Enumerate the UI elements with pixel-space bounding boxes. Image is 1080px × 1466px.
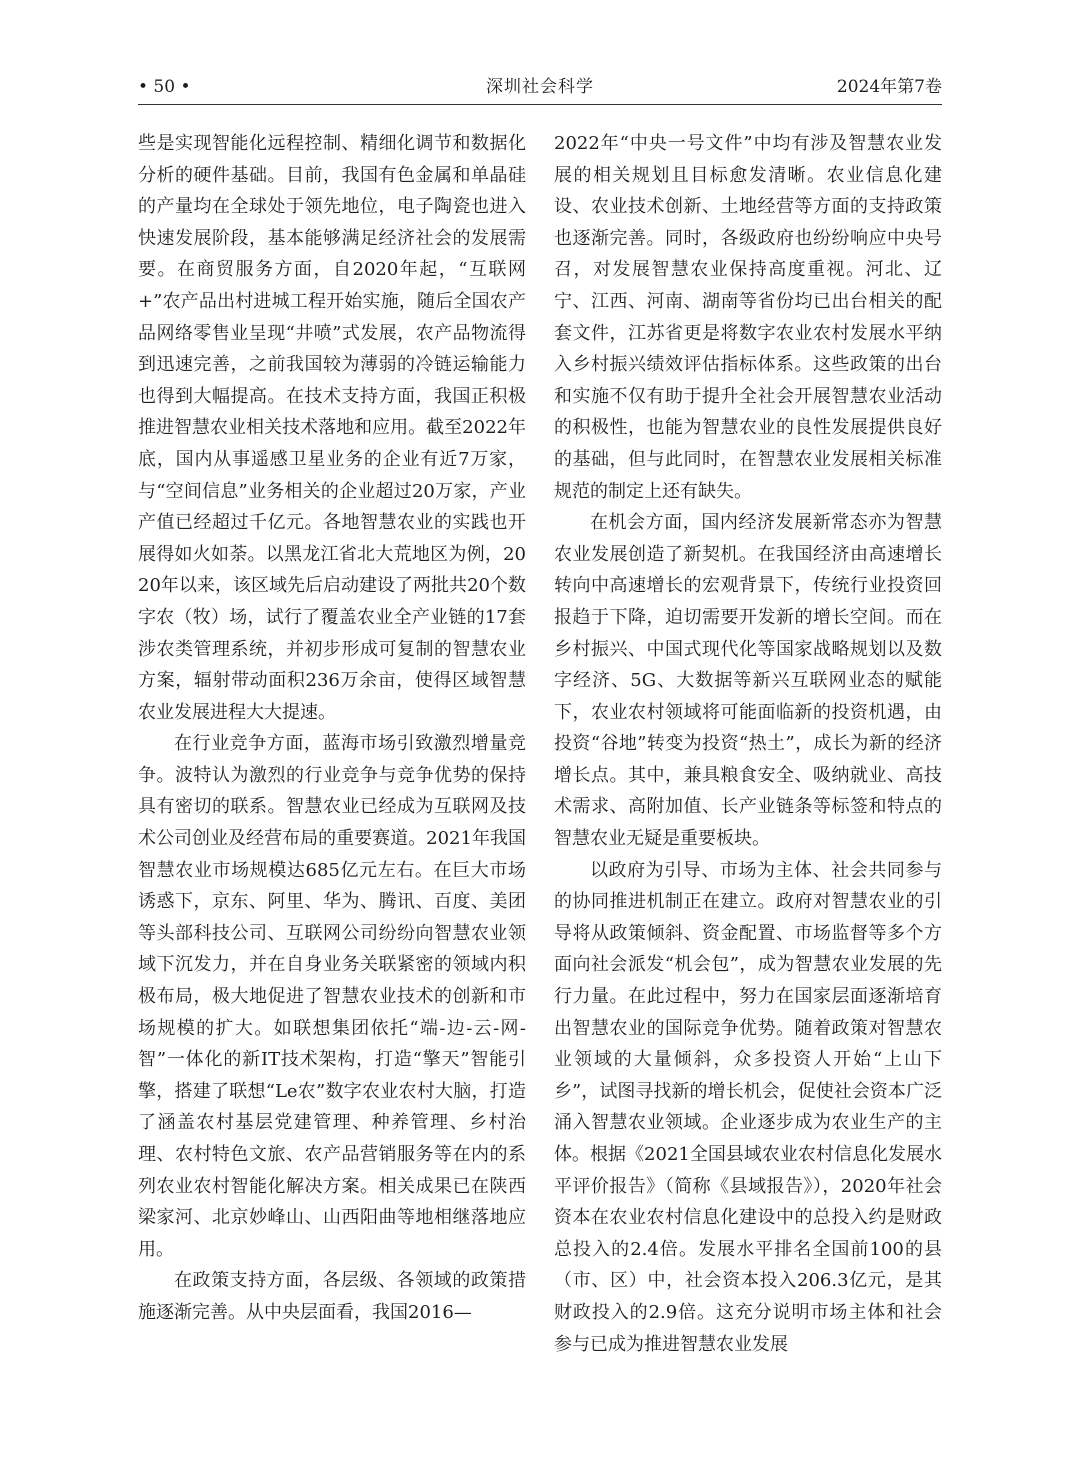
paragraph: 以政府为引导、市场为主体、社会共同参与的协同推进机制正在建立。政府对智慧农业的引导将从政策倾斜、资金配置、市场监督等多个方面向社会派发“机会包”，成为智慧农业发展的先行力量。在此过程中，努力在国家层面逐渐培育出智慧农业的国际竞争优势。随着政策对智慧农业领域的大量倾斜，众多投资人开始“上山下乡”，试图寻找新的增长机会，促使社会资本广泛涌入智慧农业领域。企业逐步成为农业生产的主体。根据《2021全国县域农业农村信息化发展水平评价报告》（简称《县域报告》），2020年社会资本在农业农村信息化建设中的总投入约是财政总投入的2.4倍。发展水平排名全国前100的县（市、区）中，社会资本投入206.3亿元，是其财政投入的2.9倍。这充分说明市场主体和社会参与已成为推进智慧农业发展 <box>554 859 942 1355</box>
journal-title: 深圳社会科学 <box>486 77 594 97</box>
paragraph: 2022年“中央一号文件”中均有涉及智慧农业发展的相关规划且目标愈发清晰。农业信息化建设、农业技术创新、土地经营等方面的支持政策也逐渐完善。同时，各级政府也纷纷响应中央号召，对发展智慧农业保持高度重视。河北、辽宁、江西、河南、湖南等省份均已出台相关的配套文件，江苏省更是将数字农业农村发展水平纳入乡村振兴绩效评估指标体系。这些政策的出台和实施不仅有助于提升全社会开展智慧农业活动的积极性，也能为智慧农业的良性发展提供良好的基础，但与此同时，在智慧农业发展相关标准规范的制定上还有缺失。 <box>554 133 942 502</box>
right-column <box>554 128 942 1360</box>
header-divider <box>138 104 942 105</box>
paragraph: 在行业竞争方面，蓝海市场引致激烈增量竞争。波特认为激烈的行业竞争与竞争优势的保持具有密切的联系。智慧农业已经成为互联网及技术公司创业及经营布局的重要赛道。2021年我国智慧农业市场规模达685亿元左右。在巨大市场诱惑下，京东、阿里、华为、腾讯、百度、美团等头部科技公司、互联网公司纷纷向智慧农业领域下沉发力，并在自身业务关联紧密的领域内积极布局，极大地促进了智慧农业技术的创新和市场规模的扩大。如联想集团依托“端-边-云-网-智”一体化的新IT技术架构，打造“擎天”智能引擎，搭建了联想“Le农”数字农业农村大脑，打造了涵盖农村基层党建管理、种养管理、乡村治理、农村特色文旅、农产品营销服务等在内的系列农业农村智能化解决方案。相关成果已在陕西梁家河、北京妙峰山、山西阳曲等地相继落地应用。 <box>138 733 526 1260</box>
issue-label: 2024年第7卷 <box>836 77 942 97</box>
paragraph: 在政策支持方面，各层级、各领域的政策措施逐渐完善。从中央层面看，我国2016— <box>138 1270 526 1323</box>
paragraph: 些是实现智能化远程控制、精细化调节和数据化分析的硬件基础。目前，我国有色金属和单晶硅的产量均在全球处于领先地位，电子陶瓷也进入快速发展阶段，基本能够满足经济社会的发展需要。在商贸服务方面，自2020年起，“互联网+”农产品出村进城工程开始实施，随后全国农产品网络零售业呈现“井喷”式发展，农产品物流得到迅速完善，之前我国较为薄弱的冷链运输能力也得到大幅提高。在技术支持方面，我国正积极推进智慧农业相关技术落地和应用。截至2022年底，国内从事遥感卫星业务的企业有近7万家，与“空间信息”业务相关的企业超过20万家，产业产值已经超过千亿元。各地智慧农业的实践也开展得如火如荼。以黑龙江省北大荒地区为例，2020年以来，该区域先后启动建设了两批共20个数字农（牧）场，试行了覆盖农业全产业链的17套涉农类管理系统，并初步形成可复制的智慧农业方案，辐射带动面积236万余亩，使得区域智慧农业发展进程大大提速。 <box>138 133 526 723</box>
paragraph: 在机会方面，国内经济发展新常态亦为智慧农业发展创造了新契机。在我国经济由高速增长转向中高速增长的宏观背景下，传统行业投资回报趋于下降，迫切需要开发新的增长空间。而在乡村振兴、中国式现代化等国家战略规划以及数字经济、5G、大数据等新兴互联网业态的赋能下，农业农村领域将可能面临新的投资机遇，由投资“谷地”转变为投资“热土”，成长为新的经济增长点。其中，兼具粮食安全、吸纳就业、高技术需求、高附加值、长产业链条等标签和特点的智慧农业无疑是重要板块。 <box>554 512 942 850</box>
left-column <box>138 128 526 1329</box>
page-header <box>138 72 942 106</box>
page-number: • 50 • <box>138 77 191 97</box>
